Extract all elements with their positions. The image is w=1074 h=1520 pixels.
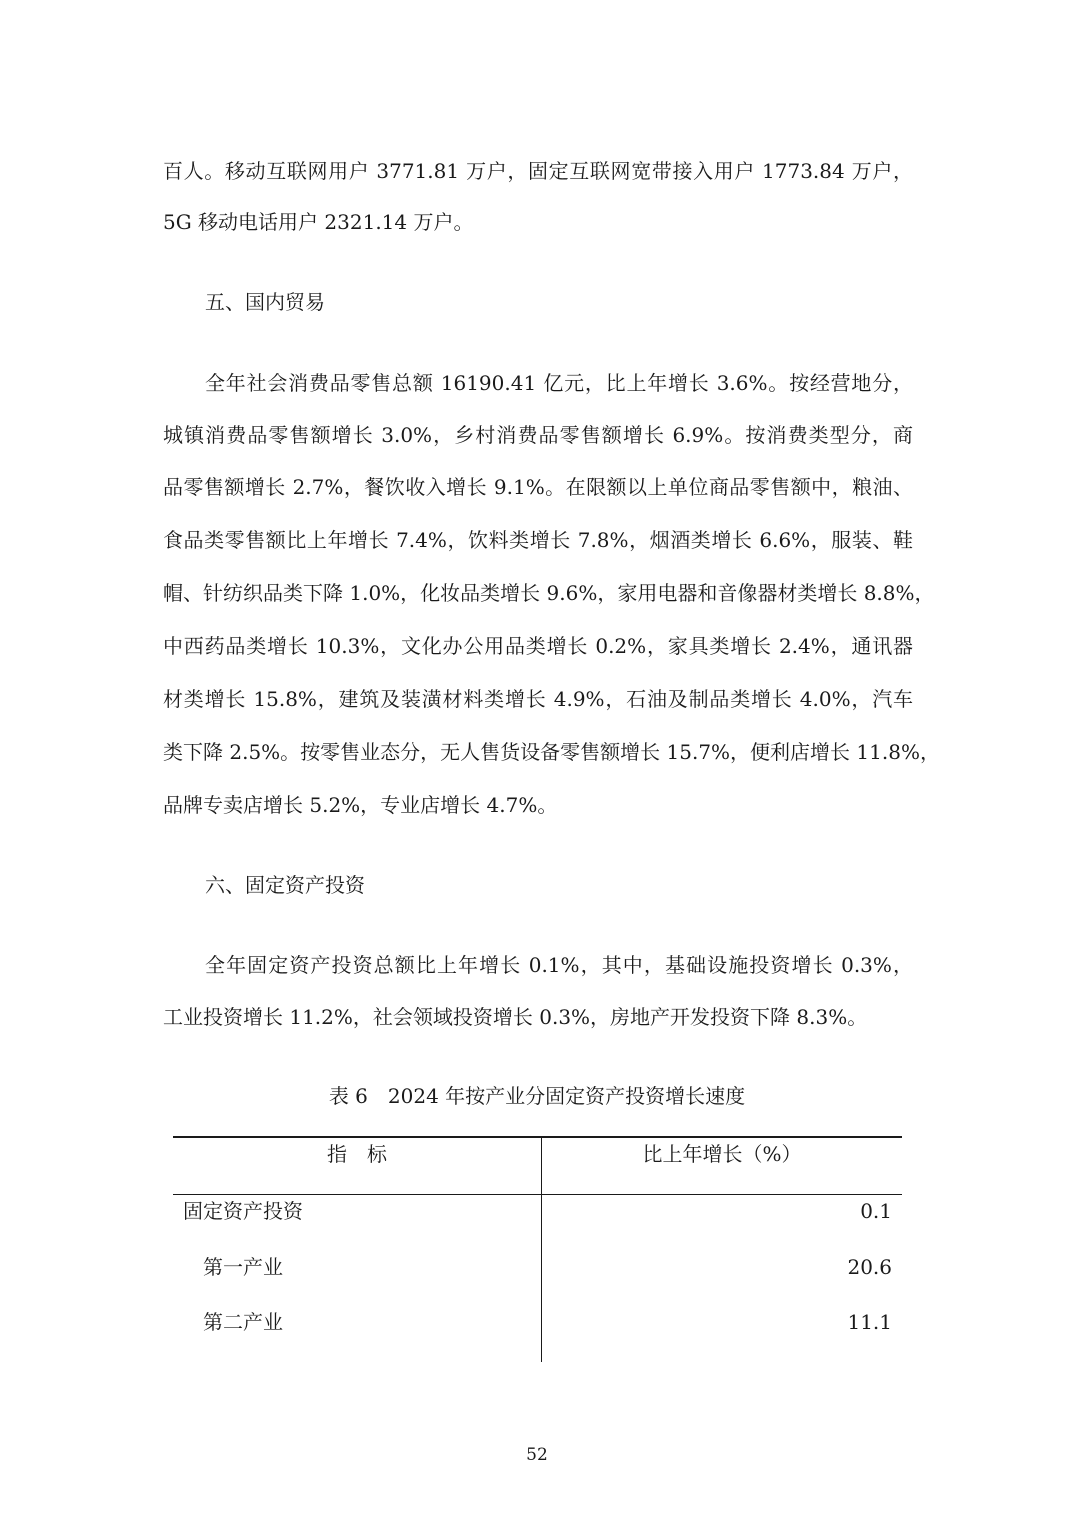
table-row-label: 固定资产投资	[183, 1199, 303, 1223]
table-caption: 表 6 2024 年按产业分固定资产投资增长速度	[328, 1084, 746, 1108]
table-row-value: 0.1	[860, 1199, 892, 1223]
table-row-label: 第一产业	[203, 1255, 283, 1279]
section5-line-7: 材类增长 15.8%，建筑及装潢材料类增长 4.9%，石油及制品类增长 4.0%，汽车	[163, 687, 913, 711]
section5-heading: 五、国内贸易	[205, 290, 325, 314]
section5-line-9: 品牌专卖店增长 5.2%，专业店增长 4.7%。	[163, 793, 558, 817]
section6-line-2: 工业投资增长 11.2%，社会领域投资增长 0.3%，房地产开发投资下降 8.3%。	[163, 1005, 868, 1029]
table-row-label: 第二产业	[203, 1310, 283, 1334]
intro-line-1: 百人。移动互联网用户 3771.81 万户，固定互联网宽带接入用户 1773.84 万户，	[163, 159, 913, 183]
table-column-divider	[541, 1137, 542, 1362]
section5-line-2: 城镇消费品零售额增长 3.0%，乡村消费品零售额增长 6.9%。按消费类型分，商	[163, 423, 913, 447]
table-row-value: 20.6	[847, 1255, 892, 1279]
intro-line-2: 5G 移动电话用户 2321.14 万户。	[163, 210, 474, 234]
section5-line-6: 中西药品类增长 10.3%，文化办公用品类增长 0.2%，家具类增长 2.4%，通讯器	[163, 634, 913, 658]
table-header-growth: 比上年增长（%）	[642, 1142, 802, 1166]
table-top-rule	[173, 1136, 902, 1138]
section5-line-5: 帽、针纺织品类下降 1.0%，化妆品类增长 9.6%，家用电器和音像器材类增长 8.8%，	[163, 581, 935, 605]
section5-line-1: 全年社会消费品零售总额 16190.41 亿元，比上年增长 3.6%。按经营地分，	[205, 371, 913, 395]
section5-line-3: 品零售额增长 2.7%，餐饮收入增长 9.1%。在限额以上单位商品零售额中，粮油、	[163, 475, 913, 499]
section5-line-8: 类下降 2.5%。按零售业态分，无人售货设备零售额增长 15.7%，便利店增长 11.8%，	[163, 740, 940, 764]
table-header-indicator: 指 标	[327, 1142, 387, 1166]
section6-line-1: 全年固定资产投资总额比上年增长 0.1%，其中，基础设施投资增长 0.3%，	[205, 953, 913, 977]
table-header-rule	[173, 1194, 902, 1195]
page-number: 52	[526, 1445, 548, 1465]
section5-line-4: 食品类零售额比上年增长 7.4%，饮料类增长 7.8%，烟酒类增长 6.6%，服装、鞋	[163, 528, 913, 552]
table-row-value: 11.1	[847, 1310, 892, 1334]
section6-heading: 六、固定资产投资	[205, 873, 365, 897]
